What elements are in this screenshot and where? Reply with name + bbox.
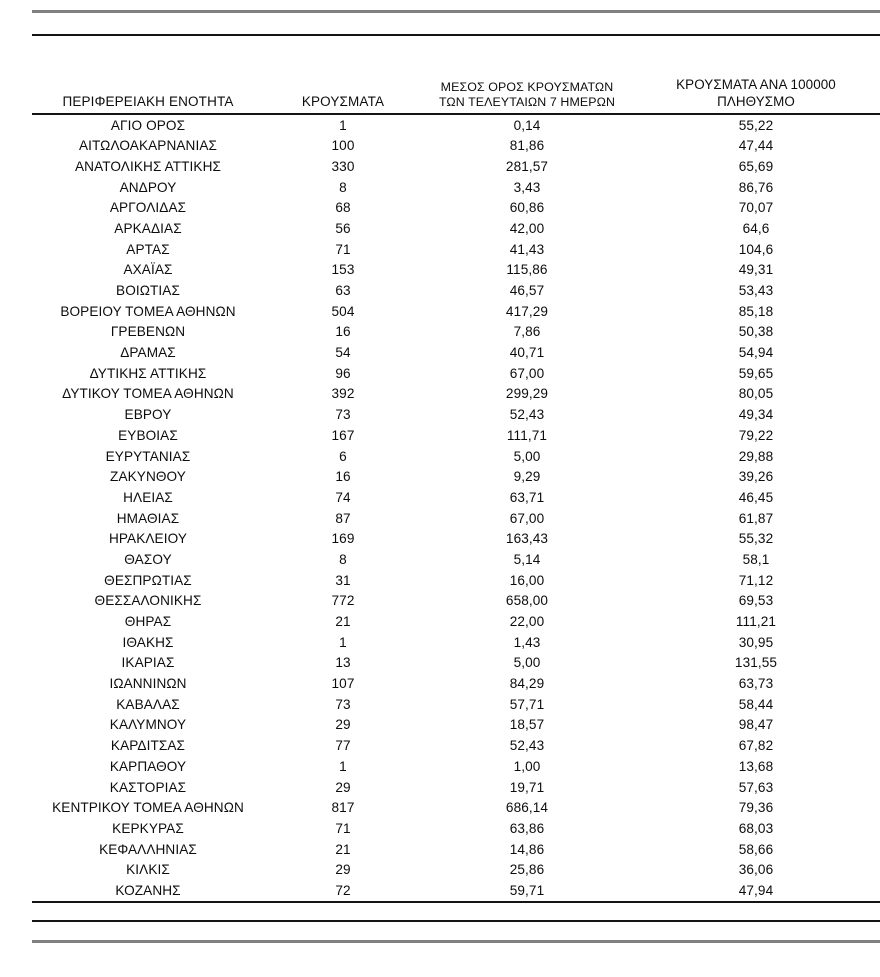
- cell-cases: 153: [331, 262, 355, 278]
- cell-region: ΒΟΙΩΤΙΑΣ: [116, 283, 180, 299]
- cell-per100k: 111,21: [735, 614, 777, 630]
- table-row: [32, 260, 880, 281]
- cell-region: ΙΩΑΝΝΙΝΩΝ: [109, 676, 187, 692]
- column-header-region: [32, 60, 264, 114]
- cell-cases: 392: [331, 386, 355, 402]
- table-row: [32, 860, 880, 881]
- table-row: [32, 384, 880, 405]
- table-row: [32, 818, 880, 839]
- cell-region: ΓΡΕΒΕΝΩΝ: [110, 324, 186, 340]
- cell-per100k: 47,94: [632, 880, 880, 902]
- table-header-row: [32, 60, 880, 114]
- cell-region: ΘΗΡΑΣ: [124, 614, 172, 630]
- cell-cases: 8: [339, 551, 347, 567]
- cell-region: ΚΕΝΤΡΙΚΟΥ ΤΟΜΕΑ ΑΘΗΝΩΝ: [52, 800, 244, 816]
- cell-region: ΚΕΦΑΛΛΗΝΙΑΣ: [99, 841, 197, 857]
- table-row: [32, 570, 880, 591]
- table-body: [32, 114, 880, 902]
- cell-cases: 71: [335, 820, 351, 836]
- cell-per100k: 57,63: [738, 779, 774, 795]
- table-row: [32, 736, 880, 757]
- table-row: [32, 301, 880, 322]
- table-row: [32, 136, 880, 157]
- column-header-avg7: [422, 60, 632, 114]
- cell-region: ΙΘΑΚΗΣ: [122, 634, 174, 650]
- cell-region: ΚΙΛΚΙΣ: [126, 862, 170, 878]
- cell-per100k: 98,47: [738, 717, 774, 733]
- table-row: [32, 467, 880, 488]
- cell-per100k: 36,06: [738, 862, 774, 878]
- cell-per100k: 80,05: [738, 386, 774, 402]
- cell-region: ΚΑΒΑΛΑΣ: [116, 696, 180, 712]
- cell-region: ΘΑΣΟΥ: [124, 551, 172, 567]
- table-row: [32, 694, 880, 715]
- table-row: [32, 632, 880, 653]
- cell-cases: 96: [335, 365, 351, 381]
- cell-cases: 54: [335, 345, 351, 361]
- cell-cases: 21: [335, 614, 351, 630]
- cell-region: ΙΚΑΡΙΑΣ: [121, 655, 175, 671]
- cell-region: ΑΡΤΑΣ: [126, 241, 170, 257]
- cell-region: ΑΧΑΪΑΣ: [123, 262, 173, 278]
- cell-avg7: 63,86: [509, 820, 545, 836]
- cell-per100k: 59,65: [738, 365, 774, 381]
- table-head: [32, 60, 880, 114]
- cell-avg7: 67,00: [509, 365, 545, 381]
- cell-region: ΗΛΕΙΑΣ: [123, 489, 173, 505]
- table-row: [32, 425, 880, 446]
- cell-cases: 1: [339, 758, 347, 774]
- cell-per100k: 49,31: [738, 262, 774, 278]
- column-header-per100k-line1: ΚΡΟΥΣΜΑΤΑ ΑΝΑ 100000: [676, 77, 836, 93]
- cell-cases: 167: [331, 427, 355, 443]
- cell-avg7: 9,29: [513, 469, 541, 485]
- cell-per100k: 68,03: [738, 820, 774, 836]
- cell-cases: 21: [335, 841, 351, 857]
- column-header-per100k: [632, 60, 880, 114]
- cell-cases: 1: [339, 634, 347, 650]
- cell-region: ΑΙΤΩΛΟΑΚΑΡΝΑΝΙΑΣ: [78, 138, 217, 154]
- cell-per100k: 79,36: [738, 800, 774, 816]
- cell-region: ΘΕΣΣΑΛΟΝΙΚΗΣ: [94, 593, 202, 609]
- table-row: [32, 177, 880, 198]
- cell-avg7: 25,86: [509, 862, 545, 878]
- top-inner-rule: [32, 34, 880, 36]
- cell-per100k: 131,55: [734, 655, 778, 671]
- cell-avg7: 281,57: [505, 158, 549, 174]
- cell-region: ΚΑΣΤΟΡΙΑΣ: [109, 779, 187, 795]
- cell-region: ΗΜΑΘΙΑΣ: [116, 510, 180, 526]
- cell-per100k: 69,53: [738, 593, 774, 609]
- cell-cases: 71: [335, 241, 351, 257]
- cell-region: ΒΟΡΕΙΟΥ ΤΟΜΕΑ ΑΘΗΝΩΝ: [60, 303, 236, 319]
- table-row: [32, 777, 880, 798]
- cell-per100k: 58,44: [738, 696, 774, 712]
- table-row: [32, 653, 880, 674]
- cell-avg7: 0,14: [513, 117, 541, 133]
- cell-avg7: 299,29: [505, 386, 549, 402]
- column-header-avg7-line2: ΤΩΝ ΤΕΛΕΥΤΑΙΩΝ 7 ΗΜΕΡΩΝ: [438, 94, 616, 109]
- cell-avg7: 14,86: [509, 841, 545, 857]
- cell-per100k: 86,76: [738, 179, 774, 195]
- cell-region: ΕΥΡΥΤΑΝΙΑΣ: [105, 448, 191, 464]
- column-header-cases: [264, 60, 422, 114]
- table-row: [32, 549, 880, 570]
- cell-cases: 100: [331, 138, 355, 154]
- cell-region: ΚΑΡΔΙΤΣΑΣ: [110, 738, 186, 754]
- table-row: [32, 508, 880, 529]
- cell-per100k: 29,88: [738, 448, 774, 464]
- table-row: [32, 715, 880, 736]
- cell-per100k: 70,07: [738, 200, 774, 216]
- cell-region: ΚΕΡΚΥΡΑΣ: [112, 820, 184, 836]
- cell-cases: 73: [335, 696, 351, 712]
- table-row: [32, 674, 880, 695]
- cell-avg7: 57,71: [509, 696, 545, 712]
- cell-per100k: 58,1: [742, 551, 770, 567]
- cell-per100k: 55,22: [738, 117, 774, 133]
- cell-avg7: 40,71: [509, 345, 545, 361]
- cell-cases: 68: [335, 200, 351, 216]
- cell-cases: 8: [339, 179, 347, 195]
- cell-avg7: 63,71: [509, 489, 545, 505]
- cell-cases: 13: [335, 655, 351, 671]
- cell-avg7: 18,57: [509, 717, 545, 733]
- cell-region: ΑΓΙΟ ΟΡΟΣ: [110, 117, 186, 133]
- cell-cases: 77: [335, 738, 351, 754]
- cell-cases: 16: [335, 469, 351, 485]
- table-row: [32, 363, 880, 384]
- cell-per100k: 55,32: [738, 531, 774, 547]
- table-row: [32, 114, 880, 136]
- cell-avg7: 81,86: [509, 138, 545, 154]
- cell-region: ΑΡΓΟΛΙΔΑΣ: [109, 200, 187, 216]
- cell-per100k: 104,6: [738, 241, 774, 257]
- cell-per100k: 53,43: [738, 283, 774, 299]
- cell-avg7: 3,43: [513, 179, 541, 195]
- cell-cases: 169: [331, 531, 355, 547]
- cell-avg7: 19,71: [509, 779, 545, 795]
- cell-avg7: 686,14: [505, 800, 549, 816]
- table-row: [32, 612, 880, 633]
- cell-avg7: 658,00: [505, 593, 549, 609]
- table-row: [32, 591, 880, 612]
- cell-per100k: 64,6: [742, 220, 770, 236]
- cell-avg7: 1,43: [513, 634, 541, 650]
- column-header-per100k-line2: ΠΛΗΘΥΣΜΟ: [717, 93, 795, 109]
- cell-region: ΑΝΔΡΟΥ: [119, 179, 177, 195]
- cell-region: ΕΒΡΟΥ: [124, 407, 172, 423]
- top-outer-rule: [32, 10, 880, 13]
- cell-cases: 29: [335, 862, 351, 878]
- cell-avg7: 52,43: [509, 738, 545, 754]
- table-row: [32, 756, 880, 777]
- cell-cases: 56: [335, 220, 351, 236]
- column-header-region-label: ΠΕΡΙΦΕΡΕΙΑΚΗ ΕΝΟΤΗΤΑ: [62, 93, 234, 109]
- cell-region: ΔΡΑΜΑΣ: [120, 345, 176, 361]
- bottom-outer-rule: [32, 940, 880, 943]
- cell-avg7: 22,00: [509, 614, 545, 630]
- cell-avg7: 1,00: [513, 758, 541, 774]
- cell-avg7: 16,00: [509, 572, 545, 588]
- cell-avg7: 7,86: [513, 324, 541, 340]
- cell-avg7: 5,14: [513, 551, 541, 567]
- cell-cases: 63: [335, 283, 351, 299]
- cell-avg7: 59,71: [422, 880, 632, 902]
- cell-avg7: 41,43: [509, 241, 545, 257]
- cell-cases: 6: [339, 448, 347, 464]
- cell-region: ΔΥΤΙΚΗΣ ΑΤΤΙΚΗΣ: [89, 365, 207, 381]
- table-row: [32, 487, 880, 508]
- cell-cases: 772: [331, 593, 355, 609]
- table-row: [32, 281, 880, 302]
- table-row: [32, 322, 880, 343]
- cell-avg7: 163,43: [505, 531, 549, 547]
- table-row: [32, 156, 880, 177]
- cell-cases: 73: [335, 407, 351, 423]
- column-header-avg7-line1: ΜΕΣΟΣ ΟΡΟΣ ΚΡΟΥΣΜΑΤΩΝ: [440, 79, 614, 94]
- cell-cases: 504: [331, 303, 355, 319]
- cell-avg7: 42,00: [509, 220, 545, 236]
- cell-per100k: 65,69: [738, 158, 774, 174]
- cell-per100k: 47,44: [738, 138, 774, 154]
- cell-avg7: 115,86: [506, 262, 548, 278]
- cell-per100k: 58,66: [738, 841, 774, 857]
- cell-per100k: 54,94: [738, 345, 774, 361]
- cell-region: ΖΑΚΥΝΘΟΥ: [110, 469, 186, 485]
- cell-per100k: 50,38: [738, 324, 774, 340]
- table-row: [32, 239, 880, 260]
- cell-cases: 107: [331, 676, 355, 692]
- table-row: [32, 198, 880, 219]
- table-row: [32, 798, 880, 819]
- cell-region: ΗΡΑΚΛΕΙΟΥ: [108, 531, 188, 547]
- cell-avg7: 5,00: [513, 448, 541, 464]
- cell-avg7: 67,00: [509, 510, 545, 526]
- cell-per100k: 71,12: [738, 572, 774, 588]
- cell-cases: 817: [331, 800, 355, 816]
- cell-per100k: 61,87: [738, 510, 774, 526]
- cell-per100k: 63,73: [738, 676, 774, 692]
- cell-region: ΔΥΤΙΚΟΥ ΤΟΜΕΑ ΑΘΗΝΩΝ: [62, 386, 234, 402]
- cell-avg7: 84,29: [509, 676, 545, 692]
- cell-per100k: 85,18: [738, 303, 774, 319]
- cell-per100k: 49,34: [738, 407, 774, 423]
- cell-region: ΘΕΣΠΡΩΤΙΑΣ: [104, 572, 192, 588]
- cell-region: ΚΟΖΑΝΗΣ: [32, 880, 264, 902]
- cell-region: ΑΝΑΤΟΛΙΚΗΣ ΑΤΤΙΚΗΣ: [74, 158, 222, 174]
- cell-per100k: 30,95: [738, 634, 774, 650]
- cell-cases: 16: [335, 324, 351, 340]
- cell-per100k: 46,45: [738, 489, 774, 505]
- cell-cases: 72: [264, 880, 422, 902]
- cell-avg7: 111,71: [506, 427, 548, 443]
- table-row: [32, 405, 880, 426]
- cell-avg7: 60,86: [509, 200, 545, 216]
- table-row: [32, 880, 880, 902]
- table-row: [32, 343, 880, 364]
- bottom-inner-rule: [32, 920, 880, 922]
- cell-avg7: 46,57: [509, 283, 545, 299]
- cell-cases: 330: [331, 158, 355, 174]
- regional-cases-table: [32, 60, 880, 903]
- cell-cases: 87: [335, 510, 351, 526]
- cell-cases: 1: [339, 117, 347, 133]
- cell-cases: 29: [335, 717, 351, 733]
- table-row: [32, 218, 880, 239]
- cell-per100k: 39,26: [738, 469, 774, 485]
- cell-per100k: 67,82: [738, 738, 774, 754]
- cell-region: ΕΥΒΟΙΑΣ: [118, 427, 178, 443]
- column-header-cases-label: ΚΡΟΥΣΜΑΤΑ: [301, 93, 385, 109]
- table-row: [32, 529, 880, 550]
- cell-region: ΚΑΛΥΜΝΟΥ: [109, 717, 187, 733]
- cell-cases: 74: [335, 489, 351, 505]
- cell-per100k: 13,68: [738, 758, 774, 774]
- cell-per100k: 79,22: [738, 427, 774, 443]
- cell-cases: 29: [335, 779, 351, 795]
- cell-avg7: 417,29: [505, 303, 549, 319]
- cell-avg7: 52,43: [509, 407, 545, 423]
- cell-avg7: 5,00: [513, 655, 541, 671]
- cell-region: ΚΑΡΠΑΘΟΥ: [109, 758, 187, 774]
- table-row: [32, 446, 880, 467]
- cell-cases: 31: [335, 572, 351, 588]
- table-row: [32, 839, 880, 860]
- cell-region: ΑΡΚΑΔΙΑΣ: [114, 220, 182, 236]
